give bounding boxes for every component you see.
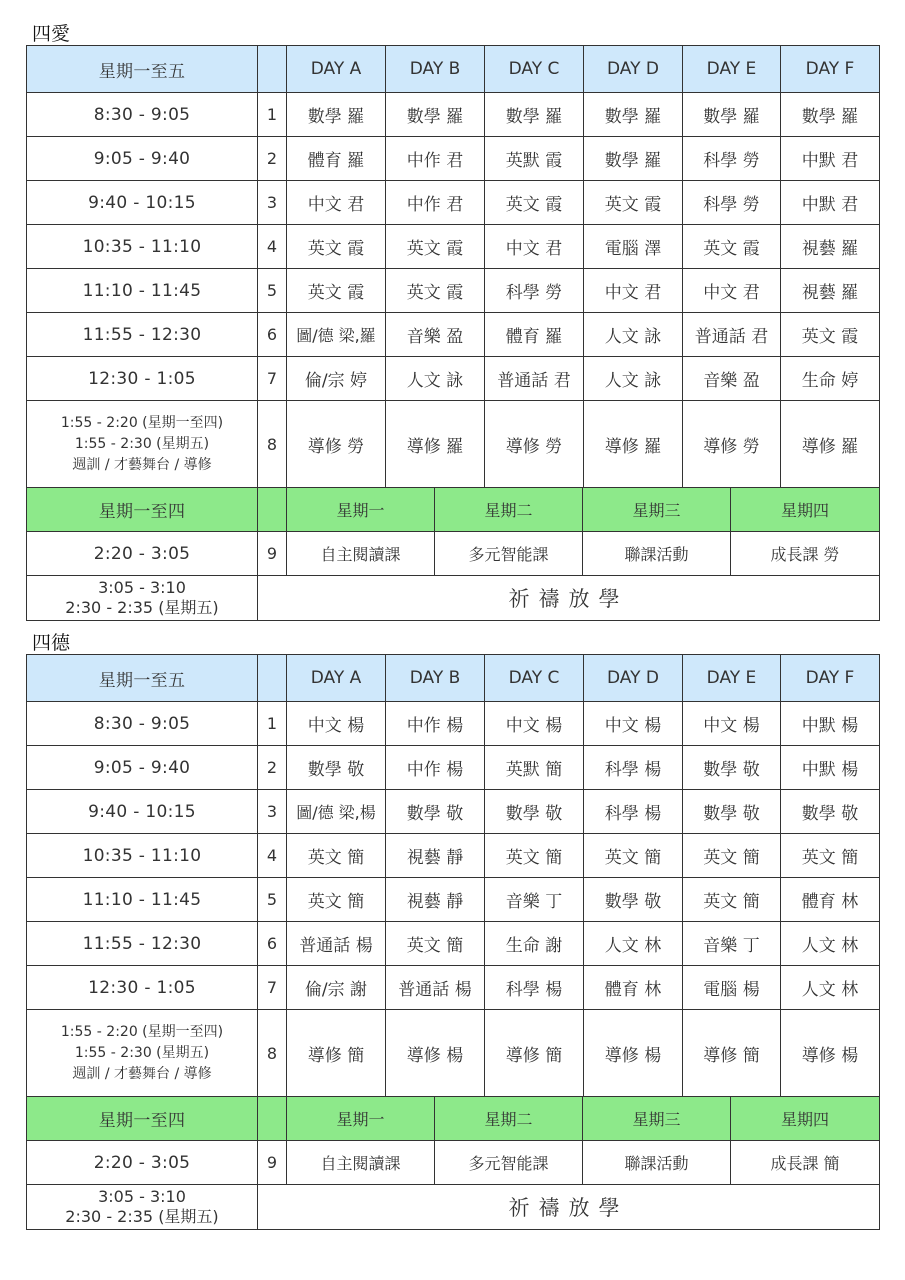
period-time: 9:40 - 10:15 xyxy=(27,181,258,225)
period-time-line: 1:55 - 2:20 (星期一至四) xyxy=(60,1023,224,1040)
period-time-line: 1:55 - 2:30 (星期五) xyxy=(74,435,210,452)
period-time xyxy=(27,576,258,621)
lesson-cell: 數學 羅 xyxy=(485,93,584,137)
period-number: 7 xyxy=(258,357,287,401)
table-row xyxy=(27,966,880,1010)
timetable xyxy=(26,654,880,1097)
lesson-cell: 科學 勞 xyxy=(485,269,584,313)
lesson-cell: 人文 林 xyxy=(781,966,880,1010)
lesson-cell: 電腦 楊 xyxy=(683,966,781,1010)
days-label: 星期一至五 xyxy=(27,46,258,93)
table-row xyxy=(27,269,880,313)
lesson-cell: 導修 楊 xyxy=(386,1010,485,1097)
lesson-cell: 視藝 靜 xyxy=(386,834,485,878)
lesson-cell: 導修 勞 xyxy=(287,401,386,488)
lesson-cell: 人文 詠 xyxy=(386,357,485,401)
timetable-4de xyxy=(26,654,879,1230)
lesson-cell: 數學 羅 xyxy=(386,93,485,137)
lesson-cell: 中文 楊 xyxy=(287,702,386,746)
lesson-cell: 圖/德 梁,羅 xyxy=(287,313,386,357)
table-row xyxy=(27,357,880,401)
lesson-cell: 體育 羅 xyxy=(485,313,584,357)
lesson-cell: 英文 簡 xyxy=(781,834,880,878)
period-header xyxy=(258,655,287,702)
period-time: 2:20 - 3:05 xyxy=(27,532,258,576)
lesson-cell: 體育 林 xyxy=(584,966,683,1010)
period-time: 11:55 - 12:30 xyxy=(27,922,258,966)
period-time: 11:55 - 12:30 xyxy=(27,313,258,357)
activity-cell: 自主閱讀課 xyxy=(287,532,435,576)
period-number: 2 xyxy=(258,746,287,790)
period-header xyxy=(258,1097,287,1141)
lesson-cell: 中文 君 xyxy=(287,181,386,225)
lesson-cell: 英文 霞 xyxy=(287,225,386,269)
lesson-cell: 中文 楊 xyxy=(584,702,683,746)
period-time: 8:30 - 9:05 xyxy=(27,702,258,746)
lesson-cell: 普通話 楊 xyxy=(287,922,386,966)
lesson-cell: 數學 羅 xyxy=(584,137,683,181)
lesson-cell: 數學 羅 xyxy=(287,93,386,137)
lesson-cell: 音樂 丁 xyxy=(683,922,781,966)
period-number: 9 xyxy=(258,532,287,576)
table-row xyxy=(27,922,880,966)
lesson-cell: 中默 楊 xyxy=(781,702,880,746)
lesson-cell: 普通話 君 xyxy=(485,357,584,401)
period-time-line: 1:55 - 2:20 (星期一至四) xyxy=(60,414,224,431)
lesson-cell: 數學 敬 xyxy=(683,746,781,790)
weekday-header: 星期三 xyxy=(583,488,731,532)
day-header: DAY F xyxy=(781,46,880,93)
lesson-cell: 中文 楊 xyxy=(683,702,781,746)
days-label: 星期一至五 xyxy=(27,655,258,702)
table-row xyxy=(27,746,880,790)
period-time-line: 週訓 / 才藝舞台 / 導修 xyxy=(72,456,212,473)
lesson-cell: 英文 簡 xyxy=(485,834,584,878)
table-row xyxy=(27,1185,880,1230)
lesson-cell: 中文 楊 xyxy=(485,702,584,746)
period-time: 11:10 - 11:45 xyxy=(27,878,258,922)
lesson-cell: 數學 羅 xyxy=(683,93,781,137)
table-row xyxy=(27,878,880,922)
lesson-cell: 英文 霞 xyxy=(485,181,584,225)
day-header: DAY E xyxy=(683,655,781,702)
lesson-cell: 數學 敬 xyxy=(781,790,880,834)
lesson-cell: 中文 君 xyxy=(584,269,683,313)
lesson-cell: 導修 簡 xyxy=(287,1010,386,1097)
lesson-cell: 生命 婷 xyxy=(781,357,880,401)
lesson-cell: 音樂 丁 xyxy=(485,878,584,922)
weekday-label: 星期一至四 xyxy=(27,488,258,532)
period-header xyxy=(258,488,287,532)
lesson-cell: 視藝 羅 xyxy=(781,225,880,269)
period-number: 6 xyxy=(258,922,287,966)
period-number: 5 xyxy=(258,878,287,922)
weekday-header: 星期一 xyxy=(287,1097,435,1141)
lesson-cell: 英默 霞 xyxy=(485,137,584,181)
period-time-line: 1:55 - 2:30 (星期五) xyxy=(74,1044,210,1061)
lesson-cell: 中作 楊 xyxy=(386,746,485,790)
period-number: 8 xyxy=(258,1010,287,1097)
dismissal-cell: 祈禱放學 xyxy=(258,576,880,621)
lesson-cell: 電腦 澤 xyxy=(584,225,683,269)
lesson-cell: 倫/宗 婷 xyxy=(287,357,386,401)
period-time: 9:05 - 9:40 xyxy=(27,746,258,790)
day-header: DAY D xyxy=(584,655,683,702)
period-time: 2:20 - 3:05 xyxy=(27,1141,258,1185)
period-time: 9:40 - 10:15 xyxy=(27,790,258,834)
lesson-cell: 生命 謝 xyxy=(485,922,584,966)
lesson-cell: 導修 羅 xyxy=(584,401,683,488)
period-number: 1 xyxy=(258,93,287,137)
weekday-header: 星期三 xyxy=(583,1097,731,1141)
lesson-cell: 人文 詠 xyxy=(584,357,683,401)
period-time: 9:05 - 9:40 xyxy=(27,137,258,181)
period-time-line: 週訓 / 才藝舞台 / 導修 xyxy=(72,1065,212,1082)
lesson-cell: 中作 君 xyxy=(386,181,485,225)
section-title: 四愛 xyxy=(32,23,71,45)
lesson-cell: 導修 簡 xyxy=(683,1010,781,1097)
lesson-cell: 英默 簡 xyxy=(485,746,584,790)
day-header: DAY C xyxy=(485,46,584,93)
period-time-line: 3:05 - 3:10 xyxy=(98,1187,186,1206)
table-row xyxy=(27,137,880,181)
period-time: 8:30 - 9:05 xyxy=(27,93,258,137)
period-header xyxy=(258,46,287,93)
lesson-cell: 英文 簡 xyxy=(584,834,683,878)
activity-cell: 自主閱讀課 xyxy=(287,1141,435,1185)
period-time-line: 2:30 - 2:35 (星期五) xyxy=(65,1207,219,1226)
period-time: 12:30 - 1:05 xyxy=(27,357,258,401)
lesson-cell: 英文 簡 xyxy=(287,878,386,922)
lesson-cell: 英文 霞 xyxy=(781,313,880,357)
period-time: 11:10 - 11:45 xyxy=(27,269,258,313)
table-row xyxy=(27,313,880,357)
weekday-header: 星期二 xyxy=(435,488,583,532)
lesson-cell: 音樂 盈 xyxy=(386,313,485,357)
lesson-cell: 數學 敬 xyxy=(485,790,584,834)
lesson-cell: 音樂 盈 xyxy=(683,357,781,401)
lesson-cell: 英文 霞 xyxy=(683,225,781,269)
lesson-cell: 中默 楊 xyxy=(781,746,880,790)
weekday-label: 星期一至四 xyxy=(27,1097,258,1141)
activity-cell: 聯課活動 xyxy=(583,532,731,576)
lesson-cell: 數學 羅 xyxy=(584,93,683,137)
lesson-cell: 人文 詠 xyxy=(584,313,683,357)
lesson-cell: 數學 敬 xyxy=(584,878,683,922)
lesson-cell: 中作 君 xyxy=(386,137,485,181)
lesson-cell: 人文 林 xyxy=(781,922,880,966)
lesson-cell: 英文 霞 xyxy=(386,269,485,313)
timetable-4ai xyxy=(26,45,879,621)
day-header: DAY B xyxy=(386,655,485,702)
activity-cell: 聯課活動 xyxy=(583,1141,731,1185)
table-row xyxy=(27,1141,880,1185)
dismissal-cell: 祈禱放學 xyxy=(258,1185,880,1230)
day-header: DAY E xyxy=(683,46,781,93)
weekday-header-row xyxy=(27,488,880,532)
day-header: DAY C xyxy=(485,655,584,702)
activity-cell: 成長課 勞 xyxy=(731,532,880,576)
lesson-cell: 科學 勞 xyxy=(683,181,781,225)
lesson-cell: 英文 霞 xyxy=(584,181,683,225)
day-header: DAY F xyxy=(781,655,880,702)
lesson-cell: 體育 林 xyxy=(781,878,880,922)
lesson-cell: 科學 勞 xyxy=(683,137,781,181)
weekday-header: 星期二 xyxy=(435,1097,583,1141)
lesson-cell: 英文 霞 xyxy=(287,269,386,313)
period-number: 6 xyxy=(258,313,287,357)
lesson-cell: 普通話 楊 xyxy=(386,966,485,1010)
weekday-header-row xyxy=(27,1097,880,1141)
lesson-cell: 數學 敬 xyxy=(386,790,485,834)
lesson-cell: 中文 君 xyxy=(683,269,781,313)
activity-cell: 多元智能課 xyxy=(435,1141,583,1185)
timetable xyxy=(26,45,880,488)
timetable-lower xyxy=(26,1096,880,1230)
period-number: 2 xyxy=(258,137,287,181)
lesson-cell: 導修 羅 xyxy=(386,401,485,488)
period-time xyxy=(27,401,258,488)
table-row xyxy=(27,790,880,834)
lesson-cell: 導修 羅 xyxy=(781,401,880,488)
lesson-cell: 人文 林 xyxy=(584,922,683,966)
weekday-header: 星期四 xyxy=(731,1097,880,1141)
section-title: 四德 xyxy=(32,632,71,654)
lesson-cell: 體育 羅 xyxy=(287,137,386,181)
table-row xyxy=(27,1010,880,1097)
period-time: 10:35 - 11:10 xyxy=(27,225,258,269)
table-row xyxy=(27,401,880,488)
lesson-cell: 科學 楊 xyxy=(584,746,683,790)
day-header: DAY B xyxy=(386,46,485,93)
day-header: DAY D xyxy=(584,46,683,93)
weekday-header: 星期一 xyxy=(287,488,435,532)
lesson-cell: 數學 敬 xyxy=(683,790,781,834)
lesson-cell: 英文 簡 xyxy=(386,922,485,966)
lesson-cell: 視藝 羅 xyxy=(781,269,880,313)
lesson-cell: 英文 簡 xyxy=(683,878,781,922)
activity-cell: 多元智能課 xyxy=(435,532,583,576)
period-number: 9 xyxy=(258,1141,287,1185)
period-number: 4 xyxy=(258,834,287,878)
period-number: 8 xyxy=(258,401,287,488)
lesson-cell: 導修 楊 xyxy=(584,1010,683,1097)
lesson-cell: 視藝 靜 xyxy=(386,878,485,922)
lesson-cell: 導修 勞 xyxy=(485,401,584,488)
lesson-cell: 中文 君 xyxy=(485,225,584,269)
lesson-cell: 導修 勞 xyxy=(683,401,781,488)
period-number: 1 xyxy=(258,702,287,746)
activity-cell: 成長課 簡 xyxy=(731,1141,880,1185)
period-time xyxy=(27,1010,258,1097)
period-number: 5 xyxy=(258,269,287,313)
period-time xyxy=(27,1185,258,1230)
period-time: 12:30 - 1:05 xyxy=(27,966,258,1010)
weekday-header: 星期四 xyxy=(731,488,880,532)
table-row xyxy=(27,93,880,137)
period-number: 3 xyxy=(258,790,287,834)
period-number: 7 xyxy=(258,966,287,1010)
lesson-cell: 中作 楊 xyxy=(386,702,485,746)
table-row xyxy=(27,532,880,576)
period-number: 3 xyxy=(258,181,287,225)
lesson-cell: 圖/德 梁,楊 xyxy=(287,790,386,834)
header-row xyxy=(27,655,880,702)
lesson-cell: 中默 君 xyxy=(781,181,880,225)
lesson-cell: 數學 羅 xyxy=(781,93,880,137)
lesson-cell: 英文 霞 xyxy=(386,225,485,269)
period-time-line: 3:05 - 3:10 xyxy=(98,578,186,597)
table-row xyxy=(27,576,880,621)
timetable-lower xyxy=(26,487,880,621)
table-row xyxy=(27,702,880,746)
lesson-cell: 中默 君 xyxy=(781,137,880,181)
table-row xyxy=(27,834,880,878)
period-number: 4 xyxy=(258,225,287,269)
lesson-cell: 英文 簡 xyxy=(683,834,781,878)
table-row xyxy=(27,225,880,269)
lesson-cell: 倫/宗 謝 xyxy=(287,966,386,1010)
lesson-cell: 導修 簡 xyxy=(485,1010,584,1097)
day-header: DAY A xyxy=(287,655,386,702)
lesson-cell: 普通話 君 xyxy=(683,313,781,357)
lesson-cell: 科學 楊 xyxy=(584,790,683,834)
lesson-cell: 導修 楊 xyxy=(781,1010,880,1097)
period-time-line: 2:30 - 2:35 (星期五) xyxy=(65,598,219,617)
header-row xyxy=(27,46,880,93)
period-time: 10:35 - 11:10 xyxy=(27,834,258,878)
day-header: DAY A xyxy=(287,46,386,93)
lesson-cell: 科學 楊 xyxy=(485,966,584,1010)
table-row xyxy=(27,181,880,225)
lesson-cell: 數學 敬 xyxy=(287,746,386,790)
lesson-cell: 英文 簡 xyxy=(287,834,386,878)
